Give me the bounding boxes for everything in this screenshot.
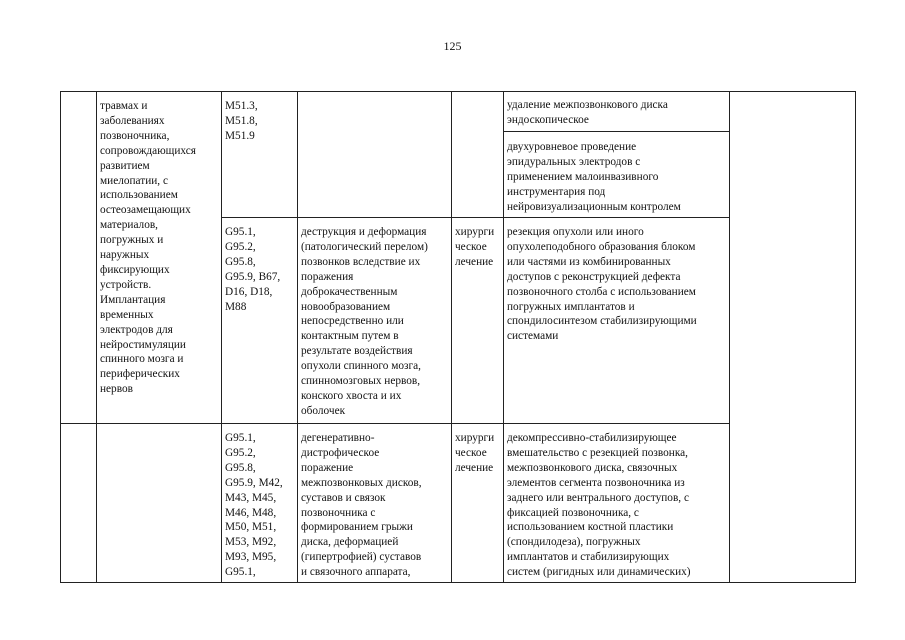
row-number-cell bbox=[61, 92, 97, 424]
condition-text: дегенеративно- дистрофическое поражение межпозвонковых дисков, суставов и связок позвоночника с формированием грыжи диска, деформацией (гипертрофией) суставов и связочного аппарата, bbox=[301, 432, 422, 579]
icd-codes: M51.3, M51.8, M51.9 bbox=[225, 100, 258, 142]
row-number-cell bbox=[61, 424, 97, 583]
method-cell bbox=[504, 218, 730, 424]
condition-cell bbox=[298, 218, 452, 424]
treatment-type-cell bbox=[452, 218, 504, 424]
icd-codes: G95.1, G95.2, G95.8, G95.9, B67, D16, D18, M88 bbox=[225, 226, 281, 313]
method-text: двухуровневое проведение эпидуральных электродов с применением малоинвазивного инструментария под нейровизуализационным контролем bbox=[507, 141, 681, 213]
table-row bbox=[61, 92, 856, 132]
treatment-type-cell bbox=[452, 424, 504, 583]
method-text: резекция опухоли или иного опухолеподобного образования блоком или частями из комбинированных доступов с реконструкцией дефекта позвоночного столба с использованием погружных имплантатов и спондилосинтезом стабилизирующими системами bbox=[507, 226, 697, 343]
method-cell bbox=[504, 132, 730, 218]
icd-codes: G95.1, G95.2, G95.8, G95.9, M42, M43, M45, M46, M48, M50, M51, M53, M92, M93, M95, G95.1, bbox=[225, 432, 283, 579]
condition-cell bbox=[298, 424, 452, 583]
method-text: декомпрессивно-стабилизирующее вмешательство с резекцией позвонка, межпозвонкового диска, связочных элементов сегмента позвоночника из заднего или вентрального доступов, с фиксацией позвоночника, с использованием костной пластики (спондилодеза), погружных имплантатов и стабилизирующих систем (ригидных или динамических) bbox=[507, 432, 691, 579]
condition-text: деструкция и деформация (патологический перелом) позвонков вследствие их поражения доброкачественным новообразованием непосредственно или контактным путем в результате воздействия опухоли спинного мозга, спинномозговых нервов, конского хвоста и их оболочек bbox=[301, 226, 428, 417]
method-text: удаление межпозвонкового диска эндоскопическое bbox=[507, 99, 668, 126]
page-number: 125 bbox=[443, 39, 462, 53]
icd-codes-cell bbox=[222, 424, 298, 583]
treatment-type: хирурги ческое лечение bbox=[455, 226, 495, 268]
method-cell bbox=[504, 92, 730, 132]
treatment-type-cell bbox=[452, 92, 504, 218]
extra-cell bbox=[730, 92, 856, 583]
procedure-description-cell bbox=[97, 424, 222, 583]
icd-codes-cell bbox=[222, 218, 298, 424]
procedure-description-cell bbox=[97, 92, 222, 424]
medical-procedures-table bbox=[60, 91, 856, 583]
procedure-description: травмах и заболеваниях позвоночника, сопровождающихся развитием миелопатии, с использованием остеозамещающих материалов, погружных и наружных фиксирующих устройств. Имплантация временных электродов для нейростимуляции спинного мозга и периферических нервов bbox=[100, 100, 196, 396]
treatment-type: хирурги ческое лечение bbox=[455, 432, 495, 474]
method-cell bbox=[504, 424, 730, 583]
icd-codes-cell bbox=[222, 92, 298, 218]
condition-cell bbox=[298, 92, 452, 218]
